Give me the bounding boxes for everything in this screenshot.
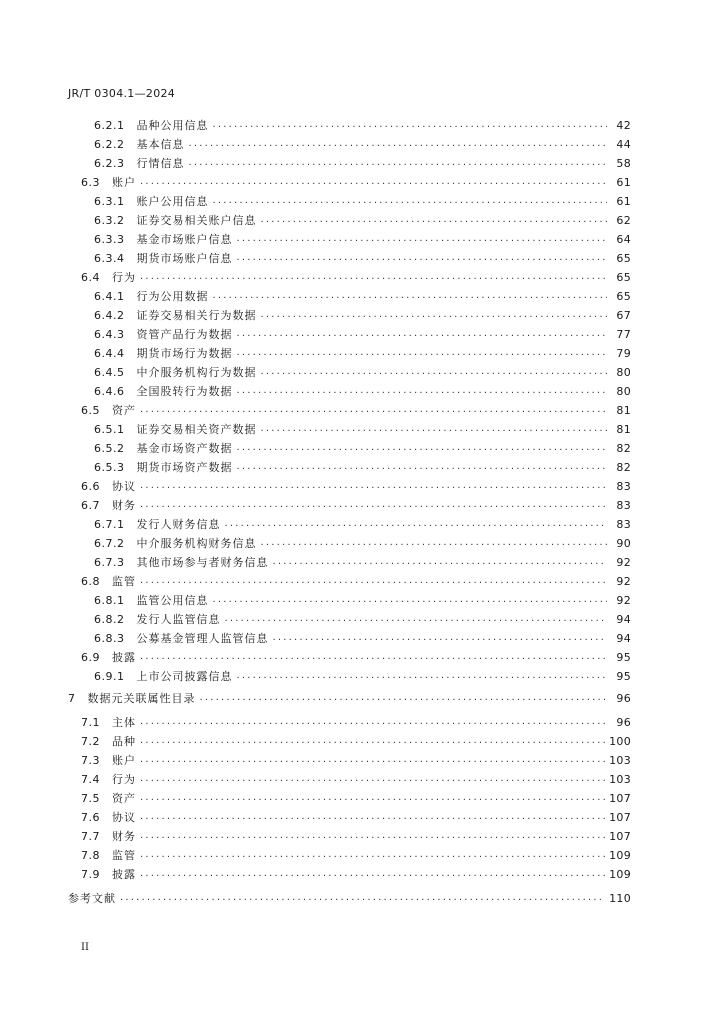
toc-leader-dots [273, 555, 608, 569]
toc-entry-title: 上市公司披露信息 [136, 670, 233, 683]
toc-entry-number: 7.7 [81, 829, 100, 843]
toc-entry[interactable] [81, 790, 631, 806]
toc-entry-page: 58 [616, 156, 631, 170]
toc-entry[interactable] [94, 459, 631, 475]
toc-entry-number: 6.6 [81, 479, 100, 493]
toc-entry[interactable] [94, 668, 631, 684]
toc-leader-dots [140, 175, 607, 189]
toc-entry-page: 82 [616, 441, 631, 455]
toc-entry-number: 7.6 [81, 810, 100, 824]
toc-entry-number: 6.5.3 [94, 460, 125, 474]
toc-entry-title: 主体 [112, 716, 136, 729]
toc-entry-title: 期货市场资产数据 [136, 461, 233, 474]
toc-leader-dots [261, 365, 608, 379]
toc-entry-number: 6.7.1 [94, 517, 125, 531]
toc-leader-dots [237, 327, 608, 341]
toc-leader-dots [237, 346, 608, 360]
toc-entry[interactable] [81, 752, 631, 768]
toc-entry[interactable] [68, 690, 631, 706]
toc-entry[interactable] [94, 383, 631, 399]
toc-leader-dots [237, 669, 608, 683]
toc-leader-dots [140, 753, 605, 767]
toc-entry-number: 6.4 [81, 270, 100, 284]
toc-leader-dots [140, 867, 605, 881]
toc-entry-page: 77 [616, 327, 631, 341]
toc-entry-page: 83 [616, 479, 631, 493]
toc-entry[interactable] [68, 890, 631, 906]
toc-entry[interactable] [94, 193, 631, 209]
toc-entry-number: 6.4.2 [94, 308, 125, 322]
toc-entry-number: 6.3 [81, 175, 100, 189]
toc-entry[interactable] [94, 326, 631, 342]
toc-entry-title: 行为 [112, 773, 136, 786]
toc-leader-dots [140, 791, 605, 805]
toc-entry-number: 6.8.1 [94, 593, 125, 607]
toc-entry-title: 资产 [112, 404, 136, 417]
toc-entry[interactable] [81, 174, 631, 190]
toc-leader-dots [237, 460, 608, 474]
toc-entry-page: 64 [616, 232, 631, 246]
toc-entry-number: 6.2.2 [94, 137, 125, 151]
toc-leader-dots [213, 118, 608, 132]
toc-leader-dots [237, 232, 608, 246]
toc-entry[interactable] [81, 402, 631, 418]
toc-entry[interactable] [81, 478, 631, 494]
toc-entry-title: 行为 [112, 271, 136, 284]
toc-entry-page: 103 [609, 753, 631, 767]
toc-leader-dots [261, 422, 608, 436]
toc-leader-dots [213, 593, 608, 607]
toc-leader-dots [140, 498, 607, 512]
toc-leader-dots [200, 691, 608, 705]
toc-entry[interactable] [81, 866, 631, 882]
toc-entry[interactable] [81, 771, 631, 787]
toc-entry[interactable] [94, 345, 631, 361]
toc-entry-title: 品种公用信息 [136, 119, 209, 132]
toc-entry-number: 6.2.1 [94, 118, 125, 132]
toc-leader-dots [225, 517, 608, 531]
toc-leader-dots [237, 441, 608, 455]
toc-entry-number: 6.7.2 [94, 536, 125, 550]
toc-entry-number: 6.5 [81, 403, 100, 417]
toc-entry-page: 92 [616, 593, 631, 607]
toc-entry-page: 92 [616, 574, 631, 588]
toc-entry-title: 期货市场行为数据 [136, 347, 233, 360]
toc-entry-number: 6.8.2 [94, 612, 125, 626]
toc-entry-title: 中介服务机构财务信息 [136, 537, 257, 550]
toc-entry[interactable] [94, 611, 631, 627]
toc-leader-dots [225, 612, 608, 626]
toc-entry-number: 6.7.3 [94, 555, 125, 569]
toc-entry-title: 账户公用信息 [136, 195, 209, 208]
toc-entry-number: 6.5.2 [94, 441, 125, 455]
toc-entry-page: 109 [609, 848, 631, 862]
toc-entry-page: 65 [616, 289, 631, 303]
toc-entry-title: 发行人财务信息 [136, 518, 221, 531]
toc-leader-dots [140, 650, 607, 664]
toc-entry[interactable] [94, 592, 631, 608]
toc-entry-number: 6.4.4 [94, 346, 125, 360]
toc-leader-dots [140, 574, 607, 588]
toc-entry-number: 6.3.1 [94, 194, 125, 208]
toc-entry-number: 6.8 [81, 574, 100, 588]
toc-entry[interactable] [94, 421, 631, 437]
toc-entry-page: 94 [616, 612, 631, 626]
toc-entry-page: 109 [609, 867, 631, 881]
toc-entry-page: 103 [609, 772, 631, 786]
toc-entry-number: 6.3.3 [94, 232, 125, 246]
toc-entry-page: 65 [616, 270, 631, 284]
toc-entry-title: 品种 [112, 735, 136, 748]
toc-entry-page: 100 [609, 734, 631, 748]
toc-entry-page: 67 [616, 308, 631, 322]
toc-entry-page: 90 [616, 536, 631, 550]
toc-leader-dots [140, 848, 605, 862]
toc-leader-dots [120, 891, 605, 905]
toc-entry-page: 92 [616, 555, 631, 569]
toc-leader-dots [213, 194, 608, 208]
toc-entry-page: 107 [609, 829, 631, 843]
toc-entry-title: 协议 [112, 480, 136, 493]
toc-entry-number: 7.8 [81, 848, 100, 862]
toc-entry-title: 行为公用数据 [136, 290, 209, 303]
toc-entry-page: 96 [616, 715, 631, 729]
toc-entry-page: 107 [609, 791, 631, 805]
toc-entry[interactable] [94, 250, 631, 266]
toc-leader-dots [140, 270, 607, 284]
toc-entry-page: 65 [616, 251, 631, 265]
toc-entry-title: 期货市场账户信息 [136, 252, 233, 265]
toc-entry-number: 7.5 [81, 791, 100, 805]
toc-entry-title: 披露 [112, 651, 136, 664]
toc-entry[interactable] [94, 136, 631, 152]
toc-entry-page: 95 [616, 669, 631, 683]
toc-entry-title: 参考文献 [68, 892, 116, 905]
toc-entry-title: 其他市场参与者财务信息 [136, 556, 269, 569]
toc-leader-dots [189, 137, 608, 151]
toc-leader-dots [261, 308, 608, 322]
toc-entry-title: 基金市场资产数据 [136, 442, 233, 455]
toc-leader-dots [140, 810, 605, 824]
toc-entry-number: 7.2 [81, 734, 100, 748]
toc-leader-dots [140, 829, 605, 843]
toc-entry[interactable] [94, 440, 631, 456]
toc-entry-page: 62 [616, 213, 631, 227]
toc-entry-page: 42 [616, 118, 631, 132]
toc-entry-title: 证券交易相关行为数据 [136, 309, 257, 322]
toc-entry-title: 资管产品行为数据 [136, 328, 233, 341]
toc-entry[interactable] [94, 535, 631, 551]
toc-leader-dots [140, 479, 607, 493]
toc-entry-title: 基本信息 [136, 138, 185, 151]
toc-entry-page: 96 [616, 691, 631, 705]
toc-entry-page: 95 [616, 650, 631, 664]
toc-entry-title: 监管 [112, 849, 136, 862]
toc-entry-number: 6.4.6 [94, 384, 125, 398]
toc-entry-number: 6.5.1 [94, 422, 125, 436]
toc-entry-title: 账户 [112, 754, 136, 767]
toc-entry-number: 7.3 [81, 753, 100, 767]
toc-entry-number: 6.9.1 [94, 669, 125, 683]
toc-entry-number: 7.9 [81, 867, 100, 881]
toc-entry-page: 107 [609, 810, 631, 824]
toc-entry-title: 中介服务机构行为数据 [136, 366, 257, 379]
toc-entry[interactable] [94, 288, 631, 304]
toc-entry-title: 监管 [112, 575, 136, 588]
toc-leader-dots [261, 536, 608, 550]
toc-entry-number: 6.9 [81, 650, 100, 664]
toc-entry-page: 94 [616, 631, 631, 645]
toc-leader-dots [261, 213, 608, 227]
toc-entry-number: 6.4.1 [94, 289, 125, 303]
toc-entry[interactable] [81, 847, 631, 863]
toc-entry-page: 61 [616, 194, 631, 208]
toc-leader-dots [273, 631, 608, 645]
toc-entry-page: 82 [616, 460, 631, 474]
toc-entry-title: 数据元关联属性目录 [87, 692, 196, 705]
toc-entry-number: 7 [68, 691, 76, 705]
toc-entry-title: 证券交易相关账户信息 [136, 214, 257, 227]
toc-entry[interactable] [94, 307, 631, 323]
toc-entry[interactable] [94, 516, 631, 532]
toc-entry-title: 账户 [112, 176, 136, 189]
toc-entry[interactable] [94, 554, 631, 570]
toc-entry-number: 6.2.3 [94, 156, 125, 170]
toc-entry-page: 79 [616, 346, 631, 360]
toc-entry-number: 6.4.5 [94, 365, 125, 379]
toc-entry-number: 7.1 [81, 715, 100, 729]
toc-entry[interactable] [81, 649, 631, 665]
toc-entry-title: 行情信息 [136, 157, 185, 170]
toc-leader-dots [213, 289, 608, 303]
toc-entry-title: 财务 [112, 830, 136, 843]
toc-entry[interactable] [94, 155, 631, 171]
toc-leader-dots [237, 384, 608, 398]
toc-entry-page: 81 [616, 403, 631, 417]
toc-entry-page: 44 [616, 137, 631, 151]
toc-entry-title: 发行人监管信息 [136, 613, 221, 626]
toc-entry[interactable] [81, 809, 631, 825]
toc-entry[interactable] [94, 364, 631, 380]
toc-entry[interactable] [81, 714, 631, 730]
toc-leader-dots [140, 772, 605, 786]
toc-entry-title: 协议 [112, 811, 136, 824]
toc-entry-number: 6.3.4 [94, 251, 125, 265]
toc-entry-number: 6.3.2 [94, 213, 125, 227]
toc-entry[interactable] [94, 231, 631, 247]
toc-entry-title: 披露 [112, 868, 136, 881]
toc-entry-title: 全国股转行为数据 [136, 385, 233, 398]
toc-entry-title: 基金市场账户信息 [136, 233, 233, 246]
toc-entry-page: 83 [616, 498, 631, 512]
toc-entry-page: 110 [609, 891, 631, 905]
toc-entry[interactable] [81, 269, 631, 285]
toc-leader-dots [140, 734, 605, 748]
toc-entry[interactable] [94, 212, 631, 228]
document-header: JR/T 0304.1—2024 [68, 87, 176, 100]
toc-entry[interactable] [94, 630, 631, 646]
toc-entry-number: 6.7 [81, 498, 100, 512]
toc-entry-number: 6.8.3 [94, 631, 125, 645]
toc-entry-page: 83 [616, 517, 631, 531]
toc-entry[interactable] [94, 117, 631, 133]
toc-leader-dots [140, 715, 607, 729]
toc-entry-page: 81 [616, 422, 631, 436]
toc-entry[interactable] [81, 573, 631, 589]
toc-entry-page: 61 [616, 175, 631, 189]
toc-entry-title: 监管公用信息 [136, 594, 209, 607]
toc-leader-dots [237, 251, 608, 265]
toc-entry-title: 资产 [112, 792, 136, 805]
toc-entry-page: 80 [616, 365, 631, 379]
toc-entry[interactable] [81, 828, 631, 844]
toc-entry-number: 6.4.3 [94, 327, 125, 341]
toc-entry-page: 80 [616, 384, 631, 398]
page-number: II [81, 942, 89, 953]
toc-leader-dots [189, 156, 608, 170]
toc-entry-title: 财务 [112, 499, 136, 512]
toc-entry-title: 公募基金管理人监管信息 [136, 632, 269, 645]
toc-entry[interactable] [81, 733, 631, 749]
toc-entry[interactable] [81, 497, 631, 513]
toc-leader-dots [140, 403, 607, 417]
toc-entry-number: 7.4 [81, 772, 100, 786]
toc-entry-title: 证券交易相关资产数据 [136, 423, 257, 436]
